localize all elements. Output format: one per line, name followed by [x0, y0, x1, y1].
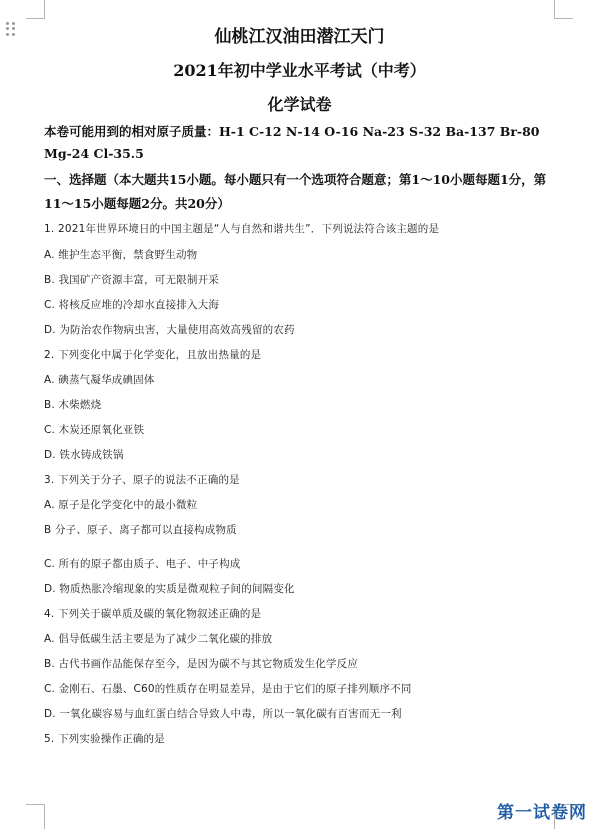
question-3-stem: 3. 下列关于分子、原子的说法不正确的是 [44, 474, 240, 486]
question-2-stem: 2. 下列变化中属于化学变化，且放出热量的是 [44, 349, 262, 361]
exam-region-title: 仙桃江汉油田潜江天门 [214, 27, 385, 47]
question-5-stem: 5. 下列实验操作正确的是 [44, 733, 165, 745]
q3-option-a: A. 原子是化学变化中的最小微粒 [44, 499, 198, 511]
q1-option-d: D. 为防治农作物病虫害，大量使用高效高残留的农药 [44, 324, 295, 336]
q1-option-b: B. 我国矿产资源丰富，可无限制开采 [44, 274, 219, 286]
q2-option-b: B. 木柴燃烧 [44, 399, 102, 411]
q3-option-b: B 分子、原子、离子都可以直接构成物质 [44, 524, 237, 536]
q4-option-c: C. 金刚石、石墨、C60的性质存在明显差异，是由于它们的原子排列顺序不同 [44, 683, 412, 695]
crop-mark-top-right [554, 0, 573, 19]
q4-option-b: B. 古代书画作品能保存至今，是因为碳不与其它物质发生化学反应 [44, 658, 359, 670]
atomic-mass-line-1: 本卷可能用到的相对原子质量：H-1 C-12 N-14 O-16 Na-23 S-32 Ba-137 Br-80 [44, 124, 540, 139]
crop-mark-top-left [26, 0, 45, 19]
q1-option-a: A. 维护生态平衡，禁食野生动物 [44, 249, 198, 261]
question-1-stem: 1. 2021年世界环境日的中国主题是“人与自然和谐共生”．下列说法符合该主题的是 [44, 223, 440, 235]
subject-title: 化学试卷 [267, 95, 332, 114]
section-heading-line-1: 一、选择题（本大题共15小题。每小题只有一个选项符合题意；第1～10小题每题1分，第 [44, 172, 547, 187]
atomic-mass-line-2: Mg-24 Cl-35.5 [44, 146, 144, 161]
q1-option-c: C. 将核反应堆的冷却水直接排入大海 [44, 299, 220, 311]
crop-mark-bottom-left [26, 804, 45, 829]
q4-option-d: D. 一氧化碳容易与血红蛋白结合导致人中毒，所以一氧化碳有百害而无一利 [44, 708, 402, 720]
q2-option-d: D. 铁水铸成铁锅 [44, 449, 124, 461]
question-4-stem: 4. 下列关于碳单质及碳的氧化物叙述正确的是 [44, 608, 262, 620]
exam-year-title: 2021年初中学业水平考试（中考） [173, 61, 426, 80]
q3-option-c: C. 所有的原子都由质子、电子、中子构成 [44, 558, 241, 570]
q4-option-a: A. 倡导低碳生活主要是为了减少二氧化碳的排放 [44, 633, 273, 645]
q3-option-d: D. 物质热胀冷缩现象的实质是微观粒子间的间隔变化 [44, 583, 295, 595]
q2-option-a: A. 碘蒸气凝华成碘固体 [44, 374, 155, 386]
site-watermark: 第一试卷网 [497, 803, 587, 823]
section-heading-line-2: 11～15小题每题2分。共20分） [44, 196, 230, 211]
q2-option-c: C. 木炭还原氧化亚铁 [44, 424, 145, 436]
